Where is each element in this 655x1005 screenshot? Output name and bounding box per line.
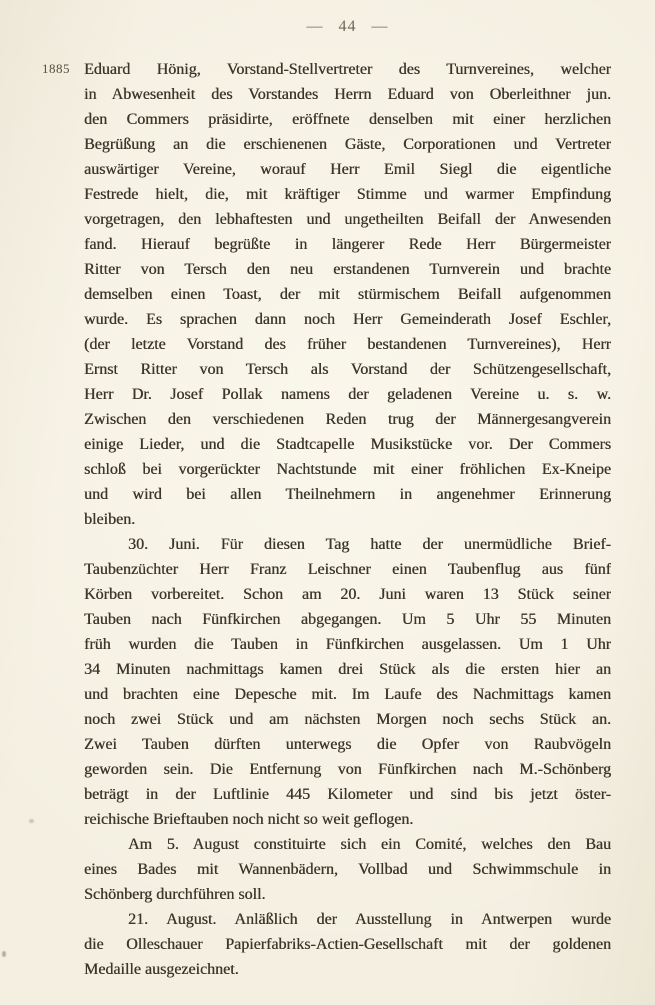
text-line: den Commers präsidirte, eröffnete denselben mit einer herzlichen — [84, 111, 611, 128]
paragraph — [84, 532, 611, 832]
text-line: Herr Dr. Josef Pollak namens der geladenen Vereine u. s. w. — [84, 386, 611, 403]
text-line: vorgetragen, den lebhaftesten und ungetheilten Beifall der Anwesenden — [84, 211, 611, 228]
text-line: Ritter von Tersch den neu erstandenen Turnverein und brachte — [84, 261, 611, 278]
page-number: — 44 — — [306, 18, 389, 35]
text-line: Eduard Hönig, Vorstand-Stellvertreter des Turnvereines, welcher — [84, 61, 611, 78]
text-line: Zwischen den verschiedenen Reden trug der Männergesangverein — [84, 411, 611, 428]
text-line: auswärtiger Vereine, worauf Herr Emil Siegl die eigentliche — [84, 161, 611, 178]
text-line: Schönberg durchführen soll. — [84, 886, 266, 903]
text-line: Medaille ausgezeichnet. — [84, 961, 239, 978]
text-line: Begrüßung an die erschienenen Gäste, Corporationen und Vertreter — [84, 136, 611, 153]
text-line: Körben vorbereitet. Schon am 20. Juni waren 13 Stück seiner — [84, 586, 611, 603]
margin-year: 1885 — [42, 61, 70, 76]
text-line: Ernst Ritter von Tersch als Vorstand der Schützengesellschaft, — [84, 361, 611, 378]
text-line: demselben einen Toast, der mit stürmischem Beifall aufgenommen — [84, 286, 611, 303]
text-line: reichische Brieftauben noch nicht so weit geflogen. — [84, 811, 414, 828]
text-line: eines Bades mit Wannenbädern, Vollbad und Schwimmschule in — [84, 861, 611, 878]
text-block — [84, 57, 611, 982]
text-line: bleiben. — [84, 511, 136, 528]
text-line: Tauben nach Fünfkirchen abgegangen. Um 5 Uhr 55 Minuten — [84, 611, 611, 628]
text-line: Festrede hielt, die, mit kräftiger Stimme und warmer Empfindung — [84, 186, 611, 203]
text-line: Am 5. August constituirte sich ein Comité, welches den Bau — [128, 836, 611, 853]
page-header — [84, 18, 611, 36]
text-line: die Olleschauer Papierfabriks-Actien-Gesellschaft mit der goldenen — [84, 936, 611, 953]
text-line: 30. Juni. Für diesen Tag hatte der unermüdliche Brief- — [128, 536, 611, 553]
paragraph — [84, 57, 611, 532]
text-line: in Abwesenheit des Vorstandes Herrn Eduard von Oberleithner jun. — [84, 86, 611, 103]
text-line: und wird bei allen Theilnehmern in angenehmer Erinnerung — [84, 486, 611, 503]
scan-speck — [2, 951, 6, 957]
text-line: beträgt in der Luftlinie 445 Kilometer und sind bis jetzt öster- — [84, 786, 611, 803]
scan-speck — [29, 819, 34, 823]
text-line: 34 Minuten nachmittags kamen drei Stück als die ersten hier an — [84, 661, 611, 678]
text-line: fand. Hierauf begrüßte in längerer Rede Herr Bürgermeister — [84, 236, 611, 253]
paragraph — [84, 832, 611, 907]
text-line: Taubenzüchter Herr Franz Leischner einen Taubenflug aus fünf — [84, 561, 611, 578]
text-line: früh wurden die Tauben in Fünfkirchen ausgelassen. Um 1 Uhr — [84, 636, 611, 653]
paragraph — [84, 907, 611, 982]
text-line: und brachten eine Depesche mit. Im Laufe des Nachmittags kamen — [84, 686, 611, 703]
text-line: einige Lieder, und die Stadtcapelle Musikstücke vor. Der Commers — [84, 436, 611, 453]
text-line: (der letzte Vorstand des früher bestandenen Turnvereines), Herr — [84, 336, 611, 353]
text-line: noch zwei Stück und am nächsten Morgen noch sechs Stück an. — [84, 711, 611, 728]
text-line: Zwei Tauben dürften unterwegs die Opfer von Raubvögeln — [84, 736, 611, 753]
text-line: geworden sein. Die Entfernung von Fünfkirchen nach M.-Schönberg — [84, 761, 611, 778]
text-line: schloß bei vorgerückter Nachtstunde mit einer fröhlichen Ex-Kneipe — [84, 461, 611, 478]
text-line: 21. August. Anläßlich der Ausstellung in Antwerpen wurde — [128, 911, 611, 928]
text-line: wurde. Es sprachen dann noch Herr Gemeinderath Josef Eschler, — [84, 311, 611, 328]
